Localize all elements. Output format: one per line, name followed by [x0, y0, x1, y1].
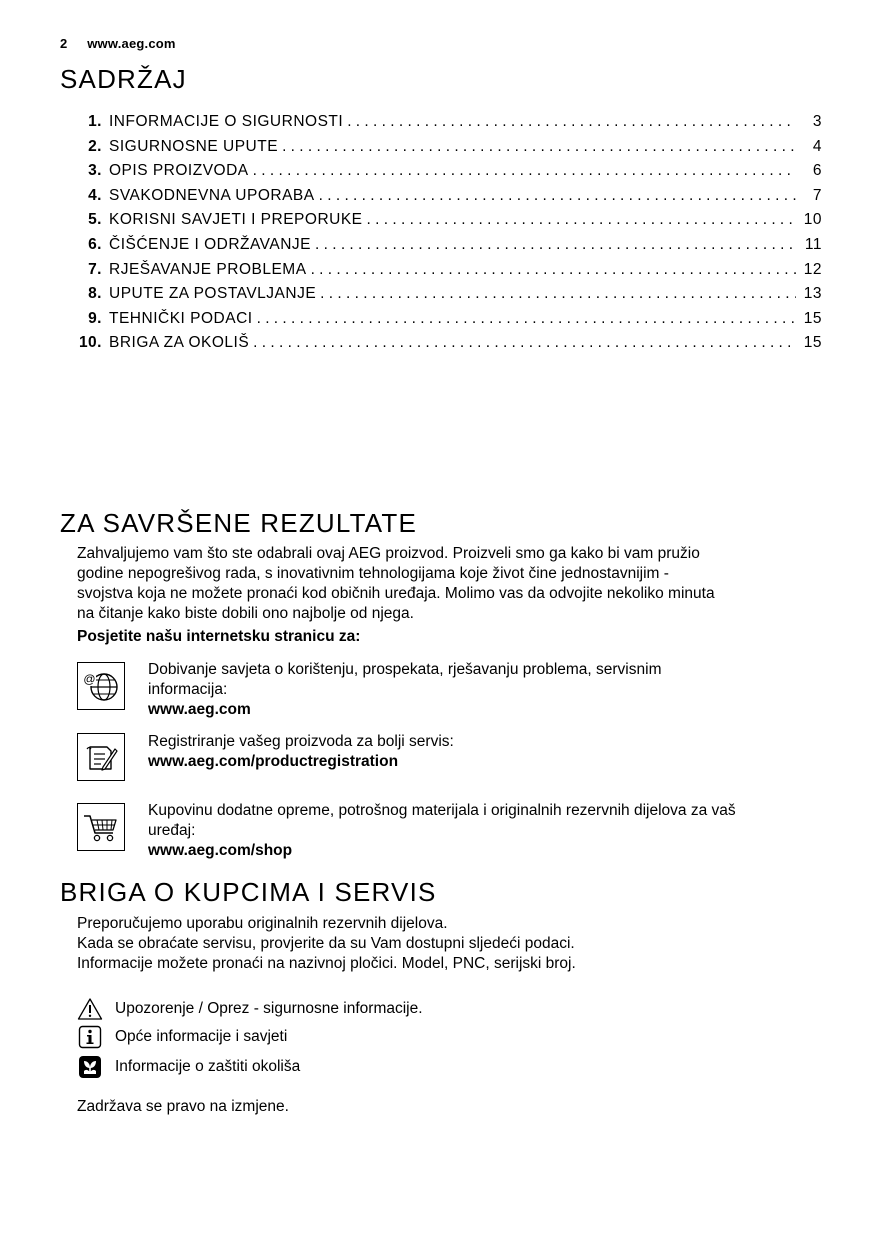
info-icon: [77, 1024, 103, 1050]
toc-item-label: ČIŠĆENJE I ODRŽAVANJE: [109, 235, 311, 253]
page-header: [60, 36, 176, 51]
toc-item-label: INFORMACIJE O SIGURNOSTI: [109, 113, 344, 130]
toc-item-page: 10: [803, 211, 822, 229]
toc-item-page: 4: [812, 137, 822, 155]
warning-icon: [77, 996, 103, 1022]
website-link[interactable]: www.aeg.com: [148, 701, 251, 718]
toc-item-number: 8.: [88, 285, 102, 303]
toc-item-label: RJEŠAVANJE PROBLEMA: [109, 260, 307, 278]
toc-leader-dots: [347, 113, 796, 131]
toc-leader-dots: [253, 334, 796, 352]
item-line: Dobivanje savjeta o korištenju, prospekata, rješavanju problema, servisnim: [148, 661, 662, 678]
toc-item[interactable]: [72, 236, 822, 261]
results-title: ZA SAVRŠENE REZULTATE: [60, 508, 418, 538]
toc-item-page: 15: [803, 334, 822, 352]
item-line: Registriranje vašeg proizvoda za bolji servis:: [148, 733, 454, 750]
legend-environment: [77, 1054, 300, 1080]
toc-item-label: KORISNI SAVJETI I PREPORUKE: [109, 211, 363, 229]
toc-item-page: 11: [804, 235, 822, 253]
toc-item-page: 15: [803, 309, 822, 327]
toc-item[interactable]: [72, 334, 822, 359]
intro-paragraph: [77, 544, 822, 624]
toc-item[interactable]: [72, 285, 822, 310]
toc-item-label: UPUTE ZA POSTAVLJANJE: [109, 285, 317, 303]
services-line: Preporučujemo uporabu originalnih rezervnih dijelova.: [77, 915, 448, 932]
toc-item-number: 5.: [88, 211, 102, 229]
legend-text: Informacije o zaštiti okoliša: [115, 1058, 301, 1075]
shopping-cart-icon: [77, 803, 125, 851]
toc-item[interactable]: [72, 211, 822, 236]
visit-label: Posjetite našu internetsku stranicu za:: [77, 628, 361, 645]
toc-item-page: 3: [812, 113, 822, 130]
toc-item[interactable]: [72, 162, 822, 187]
toc-leader-dots: [367, 211, 796, 229]
registration-item: [148, 732, 828, 772]
item-line: Kupovinu dodatne opreme, potrošnog materijala i originalnih rezervnih dijelova za vaš: [148, 802, 736, 819]
services-title: BRIGA O KUPCIMA I SERVIS: [60, 877, 437, 907]
globe-at-icon: [77, 662, 125, 710]
toc-leader-dots: [253, 162, 796, 180]
toc-item-label: SVAKODNEVNA UPORABA: [109, 186, 315, 204]
toc-item-number: 3.: [88, 162, 102, 180]
intro-line: Zahvaljujemo vam što ste odabrali ovaj AEG proizvod. Proizveli smo ga kako bi vam pružio: [77, 545, 700, 562]
toc-leader-dots: [319, 187, 796, 205]
toc-item-page: 13: [803, 285, 822, 303]
toc-item[interactable]: [72, 138, 822, 163]
registration-form-icon: [77, 733, 125, 781]
item-line: uređaj:: [148, 822, 196, 839]
toc-item[interactable]: [72, 187, 822, 212]
toc-item-label: TEHNIČKI PODACI: [109, 309, 253, 327]
toc-leader-dots: [257, 310, 796, 328]
toc-item-number: 1.: [88, 113, 102, 130]
toc-item-page: 12: [803, 260, 822, 278]
services-paragraph: [77, 914, 822, 974]
rights-notice: Zadržava se pravo na izmjene.: [77, 1098, 289, 1115]
legend-text: Opće informacije i savjeti: [115, 1028, 288, 1045]
legend-warning: [77, 996, 423, 1022]
toc-item[interactable]: [72, 261, 822, 286]
toc-item-label: BRIGA ZA OKOLIŠ: [109, 334, 250, 352]
intro-line: godine nepogrešivog rada, s inovativnim tehnologijama koje život čine jednostavnijim -: [77, 565, 669, 582]
toc-item-number: 2.: [88, 137, 102, 155]
toc-item-number: 6.: [88, 235, 102, 253]
toc-title: SADRŽAJ: [60, 64, 187, 94]
registration-link[interactable]: www.aeg.com/productregistration: [148, 753, 399, 770]
shop-item: [148, 801, 828, 861]
intro-line: na čitanje kako biste dobili ono najbolje od njega.: [77, 605, 414, 622]
toc-item-number: 9.: [88, 309, 102, 327]
toc-item-number: 4.: [88, 186, 102, 204]
toc-item-number: 7.: [88, 260, 102, 278]
website-info-item: [148, 660, 828, 720]
shop-link[interactable]: www.aeg.com/shop: [148, 842, 293, 859]
legend-text: Upozorenje / Oprez - sigurnosne informacije.: [115, 1000, 423, 1017]
item-line: informacija:: [148, 681, 228, 698]
toc-leader-dots: [320, 285, 796, 303]
legend-info: [77, 1024, 287, 1050]
toc-leader-dots: [315, 236, 796, 254]
services-line: Informacije možete pronaći na nazivnoj pločici. Model, PNC, serijski broj.: [77, 955, 576, 972]
toc-item-label: SIGURNOSNE UPUTE: [109, 137, 279, 155]
toc-item-page: 7: [812, 186, 822, 204]
table-of-contents: [72, 113, 822, 359]
toc-item-label: OPIS PROIZVODA: [109, 162, 249, 180]
toc-item[interactable]: [72, 113, 822, 138]
toc-item-number: 10.: [78, 334, 102, 352]
toc-item-page: 6: [812, 162, 822, 180]
environment-icon: [77, 1054, 103, 1080]
services-line: Kada se obraćate servisu, provjerite da su Vam dostupni sljedeći podaci.: [77, 935, 575, 952]
intro-line: svojstva koja ne možete pronaći kod običnih uređaja. Molimo vas da odvojite nekoliko minuta: [77, 585, 715, 602]
toc-leader-dots: [282, 138, 796, 156]
header-website: www.aeg.com: [87, 36, 176, 51]
toc-leader-dots: [311, 261, 796, 279]
toc-item[interactable]: [72, 310, 822, 335]
svg-text:@: @: [83, 672, 96, 686]
page-number: 2: [60, 36, 68, 51]
